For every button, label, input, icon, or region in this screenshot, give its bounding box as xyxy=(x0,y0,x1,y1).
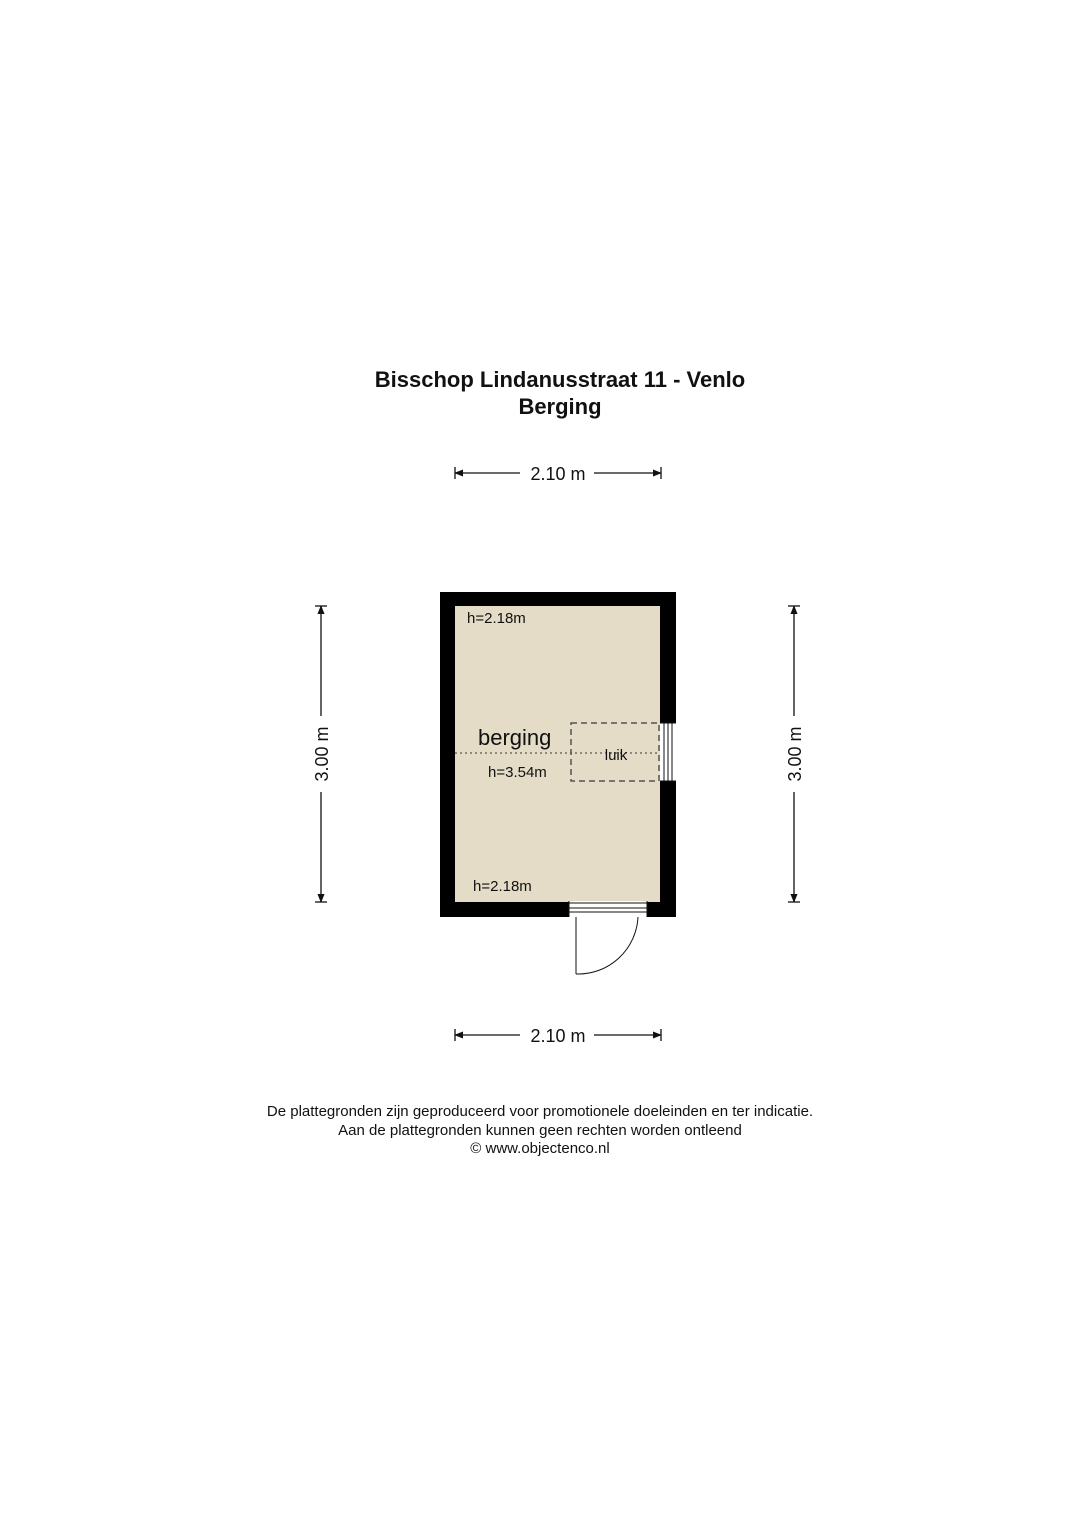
height-label-middle: h=3.54m xyxy=(488,764,547,781)
dimension-bottom xyxy=(455,1026,661,1046)
dimension-right-label: 3.00 m xyxy=(785,726,805,782)
plan-title-address: Bisschop Lindanusstraat 11 - Venlo xyxy=(374,367,746,392)
dimension-top xyxy=(455,464,661,484)
door xyxy=(569,901,647,974)
dimension-left xyxy=(312,606,332,902)
hatch-label: luik xyxy=(604,747,628,764)
window-right xyxy=(660,723,676,781)
dimension-right xyxy=(785,606,805,902)
dimension-top-label: 2.10 m xyxy=(530,464,586,484)
dimension-left-label: 3.00 m xyxy=(312,726,332,782)
height-label-bottom: h=2.18m xyxy=(473,878,532,895)
disclaimer-line-2: Aan de plattegronden kunnen geen rechten worden ontleend xyxy=(338,1122,742,1139)
height-label-top: h=2.18m xyxy=(467,610,526,627)
copyright-line: © www.objectenco.nl xyxy=(470,1140,610,1157)
disclaimer-line-1: De plattegronden zijn geproduceerd voor promotionele doeleinden en ter indicatie. xyxy=(266,1103,814,1120)
plan-title-floor: Berging xyxy=(518,394,602,419)
room-name: berging xyxy=(478,725,552,750)
room-floor xyxy=(455,606,660,902)
dimension-bottom-label: 2.10 m xyxy=(530,1026,586,1046)
